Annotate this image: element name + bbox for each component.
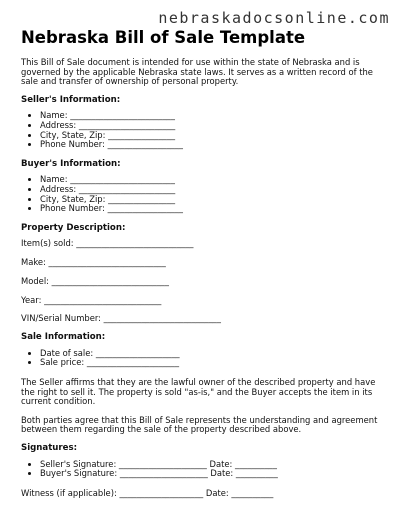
seller-signature-field: • Seller's Signature: _____________________ Date: __________ <box>40 460 386 470</box>
document-title: Nebraska Bill of Sale Template <box>21 28 306 47</box>
witness-field: Witness (if applicable): ____________________ Date: __________ <box>21 487 274 498</box>
model-field: Model: ____________________________ <box>21 275 169 286</box>
buyer-heading: Buyer's Information: <box>21 158 121 169</box>
buyer-signature-field: • Buyer's Signature: _____________________ Date: __________ <box>40 469 386 479</box>
seller-list <box>21 111 386 149</box>
seller-name-field: • Name: _________________________ <box>40 111 386 121</box>
buyer-name-field: • Name: _________________________ <box>40 175 386 185</box>
signatures-heading: Signatures: <box>21 442 78 453</box>
sale-list <box>21 349 386 368</box>
seller-phone-field: • Phone Number: __________________ <box>40 140 386 150</box>
buyer-address-field: • Address: _______________________ <box>40 185 386 195</box>
agreement-paragraph: Both parties agree that this Bill of Sale represents the understanding and agreement between them regarding the sale of the property described above. <box>21 414 378 435</box>
buyer-phone-field: • Phone Number: __________________ <box>40 204 386 214</box>
sale-date-field: • Date of sale: ____________________ <box>40 349 386 359</box>
sale-price-field: • Sale price: ______________________ <box>40 358 386 368</box>
seller-address-field: • Address: _______________________ <box>40 121 386 131</box>
property-heading: Property Description: <box>21 222 126 233</box>
document-body <box>21 58 386 508</box>
sale-heading: Sale Information: <box>21 332 106 343</box>
site-watermark: nebraskadocsonline.com <box>158 9 390 27</box>
items-sold-field: Item(s) sold: ____________________________ <box>21 238 194 249</box>
buyer-list <box>21 175 386 213</box>
affirmation-paragraph: The Seller affirms that they are the lawful owner of the described property and have the right to sell it. The property is sold "as-is," and the Buyer accepts the item in its current condition. <box>21 377 376 407</box>
seller-heading: Seller's Information: <box>21 94 121 105</box>
seller-city-field: • City, State, Zip: ________________ <box>40 131 386 141</box>
make-field: Make: ____________________________ <box>21 257 166 268</box>
vin-field: VIN/Serial Number: ____________________________ <box>21 313 221 324</box>
signatures-list <box>21 460 386 479</box>
buyer-city-field: • City, State, Zip: ________________ <box>40 195 386 205</box>
intro-paragraph: This Bill of Sale document is intended for use within the state of Nebraska and is governed by the applicable Nebraska state laws. It serves as a written record of the sale and transfer of ownership of personal property. <box>21 57 373 87</box>
year-field: Year: ____________________________ <box>21 294 162 305</box>
